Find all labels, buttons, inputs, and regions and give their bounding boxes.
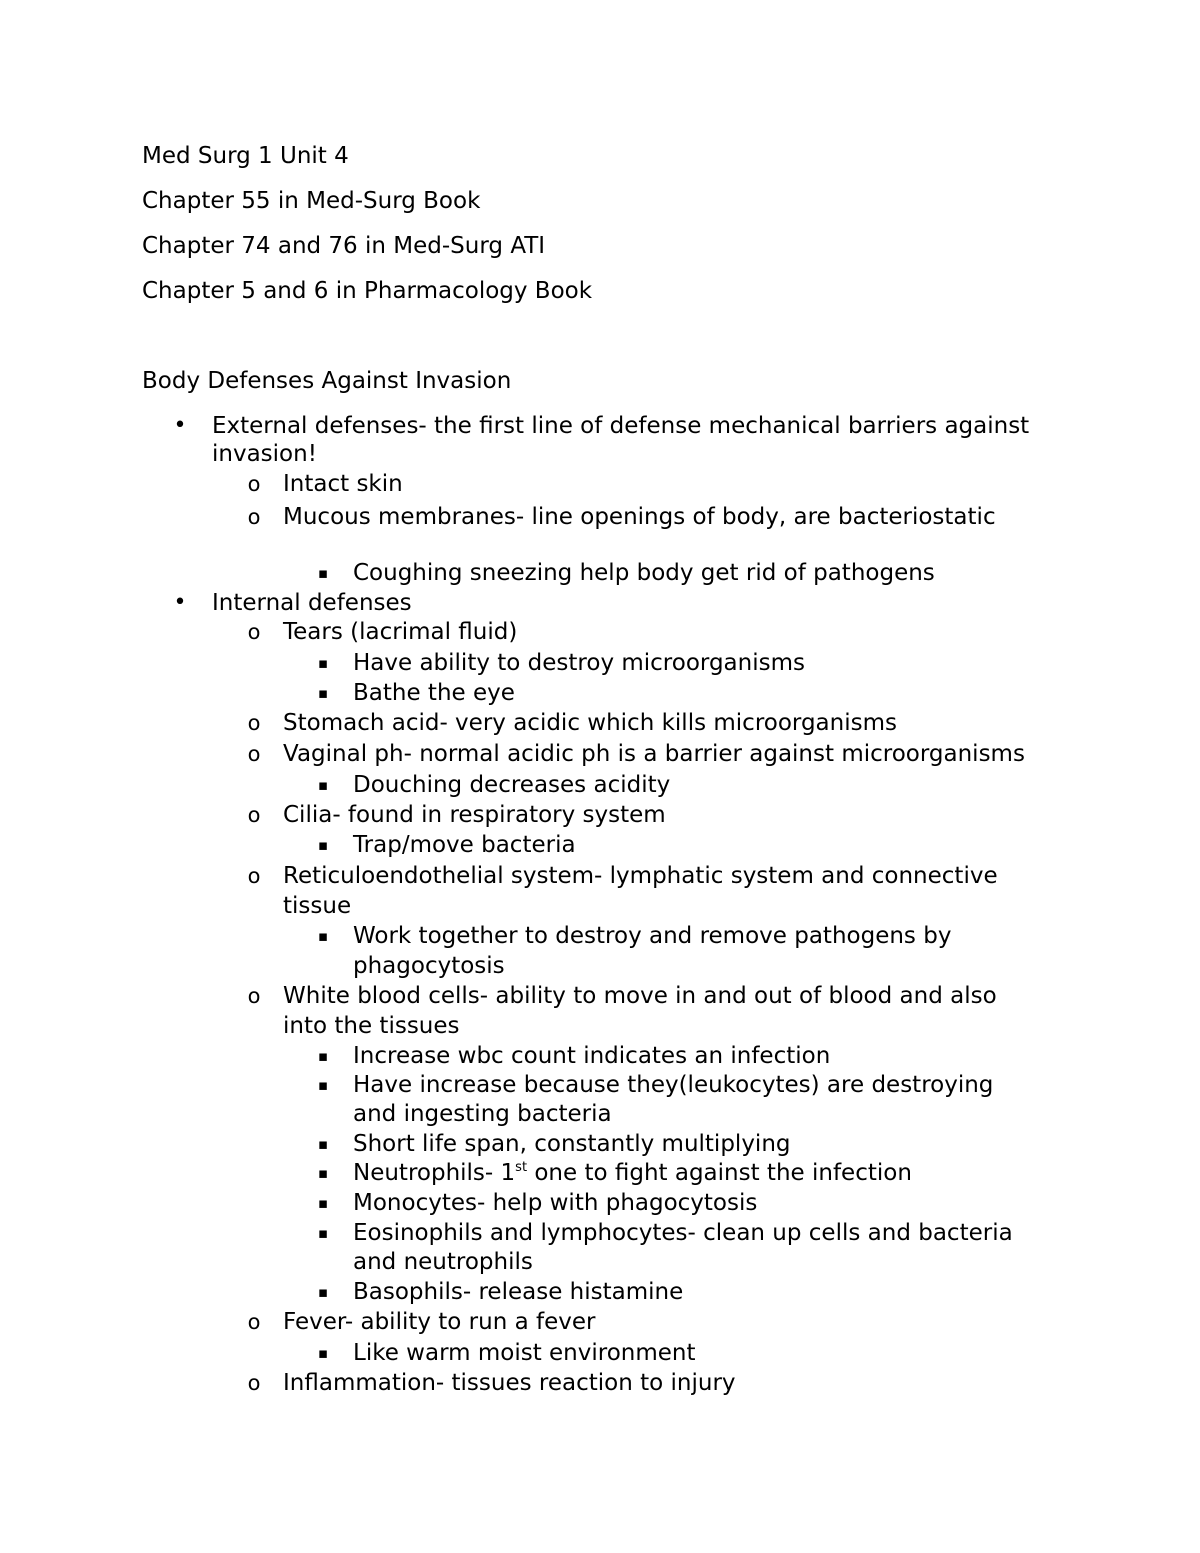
list-item-text: Have ability to destroy microorganisms [353,650,805,676]
list-item-text: Tears (lacrimal fluid) [283,619,518,645]
list-item-text: Coughing sneezing help body get rid of pathogens [353,560,935,586]
list-item-text: Mucous membranes- line openings of body, are bacteriostatic [283,504,996,530]
bullet-circle-icon: o [247,1310,261,1334]
list-item-text: Stomach acid- very acidic which kills microorganisms [283,710,897,736]
list-item-text-part: one to fight against the infection [527,1160,912,1186]
bullet-square-icon: ▪ [317,1283,329,1301]
reference-line: Chapter 55 in Med-Surg Book [142,188,481,214]
bullet-square-icon: ▪ [317,927,329,945]
list-item-text: Reticuloendothelial system- lymphatic system and connective [283,863,998,889]
bullet-disc-icon: • [173,413,187,438]
bullet-square-icon: ▪ [317,1344,329,1362]
bullet-disc-icon: • [173,590,187,615]
reference-line: Chapter 5 and 6 in Pharmacology Book [142,278,593,304]
list-item-text: Like warm moist environment [353,1340,696,1366]
list-item-text: tissue [283,893,352,919]
reference-line: Chapter 74 and 76 in Med-Surg ATI [142,233,546,259]
list-item-text: Basophils- release histamine [353,1279,684,1305]
list-item-text: Internal defenses [212,590,412,616]
list-item-text: White blood cells- ability to move in and out of blood and also [283,983,997,1009]
bullet-square-icon: ▪ [317,1194,329,1212]
bullet-square-icon: ▪ [317,654,329,672]
list-item-text: Inflammation- tissues reaction to injury [283,1370,736,1396]
list-item-text: Intact skin [283,471,403,497]
list-item-text: External defenses- the first line of defense mechanical barriers against [212,413,1030,439]
section-heading: Body Defenses Against Invasion [142,368,512,394]
bullet-square-icon: ▪ [317,1164,329,1182]
list-item-text: into the tissues [283,1013,460,1039]
document-title: Med Surg 1 Unit 4 [142,143,349,169]
bullet-circle-icon: o [247,984,261,1008]
list-item-text: Short life span, constantly multiplying [353,1131,791,1157]
list-item-text: Have increase because they(leukocytes) are destroying [353,1072,994,1098]
list-item-text: phagocytosis [353,953,505,979]
bullet-square-icon: ▪ [317,1076,329,1094]
list-item-text: Increase wbc count indicates an infection [353,1043,831,1069]
list-item-text: Fever- ability to run a fever [283,1309,596,1335]
list-item-text: Trap/move bacteria [353,832,576,858]
bullet-square-icon: ▪ [317,1224,329,1242]
list-item-text: Douching decreases acidity [353,772,671,798]
ordinal-superscript: st [515,1160,528,1175]
bullet-square-icon: ▪ [317,564,329,582]
list-item-text: and ingesting bacteria [353,1101,612,1127]
list-item-text: Cilia- found in respiratory system [283,802,666,828]
list-item-text: Eosinophils and lymphocytes- clean up cells and bacteria [353,1220,1013,1246]
bullet-circle-icon: o [247,472,261,496]
list-item-text: Work together to destroy and remove pathogens by [353,923,952,949]
list-item-text: Bathe the eye [353,680,515,706]
bullet-square-icon: ▪ [317,1135,329,1153]
list-item-text: Vaginal ph- normal acidic ph is a barrier against microorganisms [283,741,1025,767]
list-item-text: and neutrophils [353,1249,533,1275]
bullet-circle-icon: o [247,505,261,529]
bullet-circle-icon: o [247,711,261,735]
bullet-square-icon: ▪ [317,1047,329,1065]
bullet-circle-icon: o [247,803,261,827]
bullet-circle-icon: o [247,742,261,766]
list-item-text-part: Neutrophils- 1 [353,1160,516,1186]
bullet-circle-icon: o [247,864,261,888]
bullet-square-icon: ▪ [317,836,329,854]
list-item-text [353,1158,912,1188]
list-item-text: Monocytes- help with phagocytosis [353,1190,758,1216]
bullet-square-icon: ▪ [317,776,329,794]
list-item-text: invasion! [212,441,317,467]
bullet-square-icon: ▪ [317,684,329,702]
bullet-circle-icon: o [247,1371,261,1395]
bullet-circle-icon: o [247,620,261,644]
